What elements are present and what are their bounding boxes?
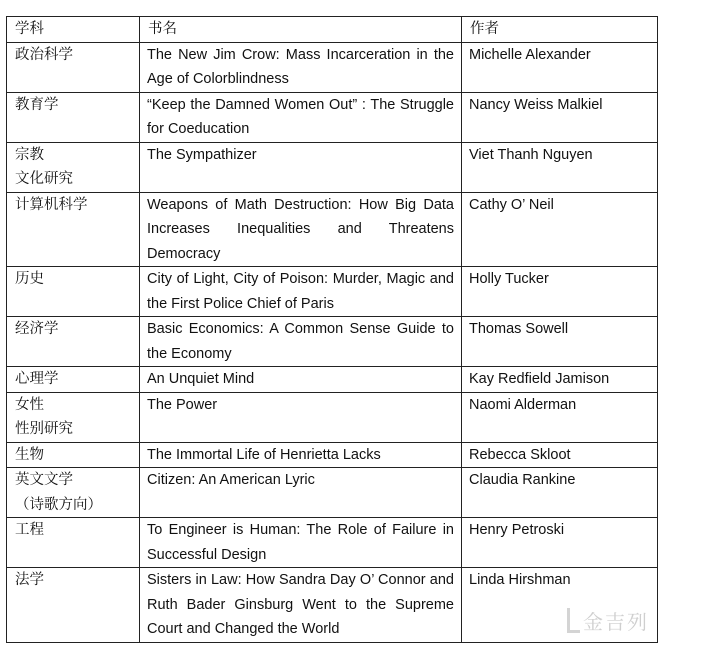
author-cell: Michelle Alexander	[462, 42, 658, 92]
title-cell: Citizen: An American Lyric	[140, 468, 462, 518]
subject-cell: 教育学	[7, 92, 140, 142]
header-title: 书名	[140, 17, 462, 43]
header-subject: 学科	[7, 17, 140, 43]
title-cell: Sisters in Law: How Sandra Day O’ Connor and Ruth Bader Ginsburg Went to the Supreme Court and Changed the World	[140, 568, 462, 643]
table-row	[7, 267, 658, 317]
table-row	[7, 192, 658, 267]
title-cell: The New Jim Crow: Mass Incarceration in the Age of Colorblindness	[140, 42, 462, 92]
title-cell: The Power	[140, 392, 462, 442]
watermark-logo-icon	[567, 608, 580, 633]
table-row	[7, 392, 658, 442]
subject-cell: 经济学	[7, 317, 140, 367]
subject-cell: 英文文学 （诗歌方向）	[7, 468, 140, 518]
title-cell: To Engineer is Human: The Role of Failure in Successful Design	[140, 518, 462, 568]
author-cell: Rebecca Skloot	[462, 442, 658, 468]
header-author: 作者	[462, 17, 658, 43]
header-row	[7, 17, 658, 43]
table-row	[7, 568, 658, 643]
author-cell: Nancy Weiss Malkiel	[462, 92, 658, 142]
subject-cell: 历史	[7, 267, 140, 317]
author-cell: Henry Petroski	[462, 518, 658, 568]
subject-cell: 计算机科学	[7, 192, 140, 267]
author-cell: Claudia Rankine	[462, 468, 658, 518]
subject-cell: 心理学	[7, 367, 140, 393]
table-row	[7, 468, 658, 518]
subject-cell: 法学	[7, 568, 140, 643]
watermark	[567, 606, 649, 635]
title-cell: Weapons of Math Destruction: How Big Data Increases Inequalities and Threatens Democracy	[140, 192, 462, 267]
book-list-table	[6, 16, 658, 643]
author-cell: Viet Thanh Nguyen	[462, 142, 658, 192]
author-cell: Thomas Sowell	[462, 317, 658, 367]
table-row	[7, 42, 658, 92]
table-body	[7, 42, 658, 642]
watermark-text: 金吉列	[583, 610, 649, 634]
title-cell: An Unquiet Mind	[140, 367, 462, 393]
author-cell: Holly Tucker	[462, 267, 658, 317]
subject-cell: 女性 性别研究	[7, 392, 140, 442]
title-cell: City of Light, City of Poison: Murder, Magic and the First Police Chief of Paris	[140, 267, 462, 317]
table-row	[7, 442, 658, 468]
table-row	[7, 367, 658, 393]
table-row	[7, 317, 658, 367]
table-row	[7, 142, 658, 192]
author-cell: Cathy O’ Neil	[462, 192, 658, 267]
subject-cell: 政治科学	[7, 42, 140, 92]
title-cell: The Sympathizer	[140, 142, 462, 192]
subject-cell: 生物	[7, 442, 140, 468]
subject-cell: 工程	[7, 518, 140, 568]
table-row	[7, 518, 658, 568]
author-cell: Naomi Alderman	[462, 392, 658, 442]
title-cell: Basic Economics: A Common Sense Guide to the Economy	[140, 317, 462, 367]
table-row	[7, 92, 658, 142]
author-cell: Linda Hirshman	[462, 568, 658, 643]
title-cell: “Keep the Damned Women Out” : The Struggle for Coeducation	[140, 92, 462, 142]
author-cell: Kay Redfield Jamison	[462, 367, 658, 393]
title-cell: The Immortal Life of Henrietta Lacks	[140, 442, 462, 468]
subject-cell: 宗教 文化研究	[7, 142, 140, 192]
